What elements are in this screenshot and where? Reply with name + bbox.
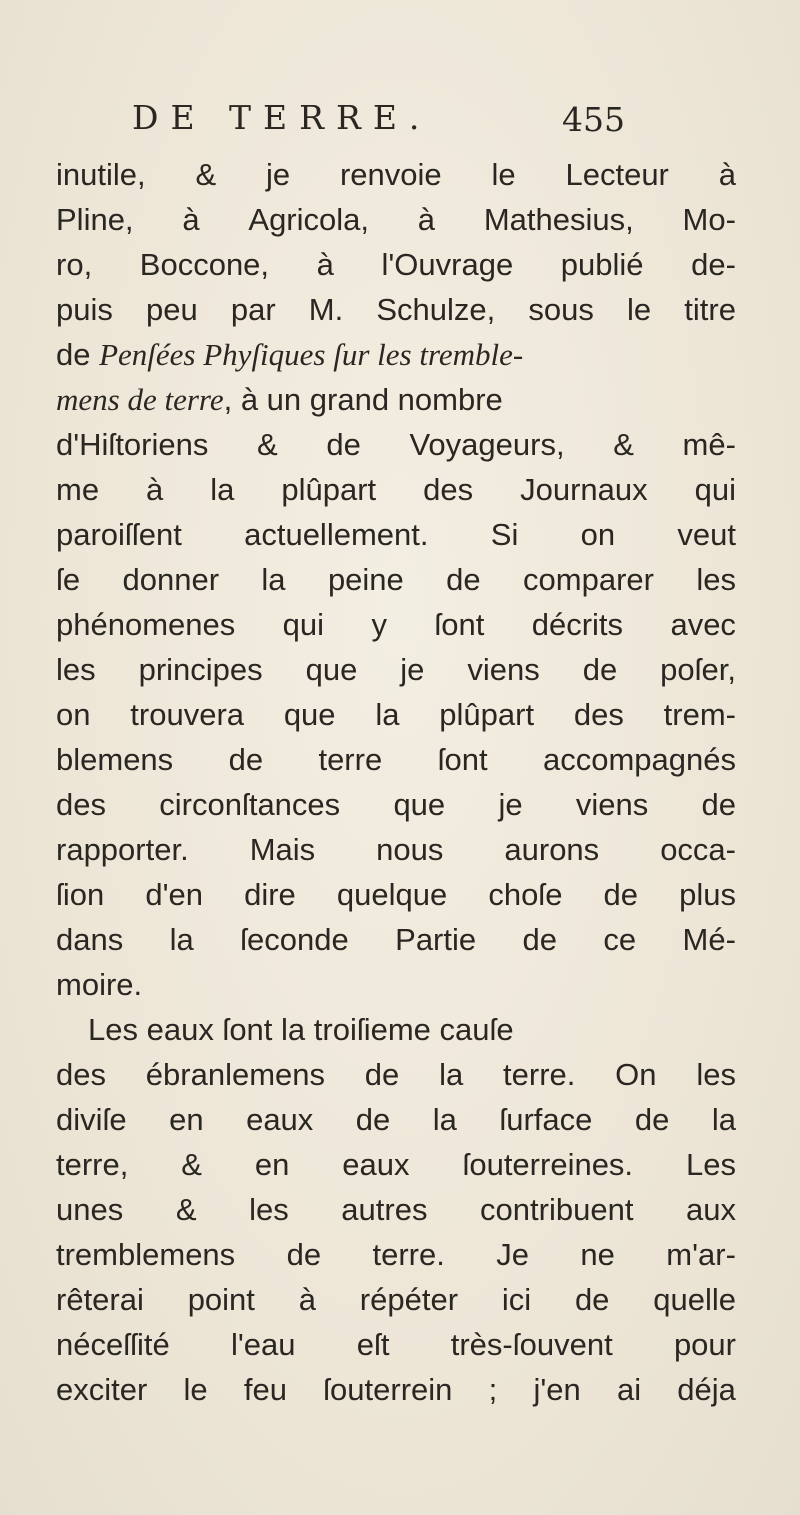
word: quelle <box>653 1282 736 1317</box>
word: feu <box>243 1372 287 1407</box>
word: d'Hiſtoriens <box>56 427 209 462</box>
word: à <box>417 202 436 237</box>
text-line <box>56 917 736 962</box>
word: ; <box>488 1372 498 1407</box>
word: terre. <box>503 1057 576 1092</box>
word: veut <box>677 517 736 552</box>
word: ſouterreines. <box>462 1147 634 1182</box>
word: aux <box>686 1192 736 1227</box>
text-line <box>56 557 736 602</box>
word: m'ar- <box>666 1237 736 1272</box>
word: de <box>701 787 736 822</box>
word: accompagnés <box>542 742 736 777</box>
word: viens <box>467 652 540 687</box>
word: à <box>718 157 736 192</box>
word: Mo- <box>682 202 736 237</box>
word: ſont <box>437 742 488 777</box>
word: de <box>574 1282 610 1317</box>
page-header <box>0 98 800 144</box>
line-text-roman: de <box>56 337 100 372</box>
word: donner <box>122 562 220 597</box>
text-line <box>56 692 736 737</box>
word: viens <box>575 787 649 822</box>
word: trem- <box>663 697 736 732</box>
word: de <box>228 742 264 777</box>
line-text-roman: , à un grand nombre <box>223 382 503 417</box>
word: On <box>615 1057 657 1092</box>
text-line <box>56 1052 736 1097</box>
word: ſion <box>56 877 105 912</box>
word: le <box>491 157 516 192</box>
word: Je <box>496 1237 529 1272</box>
word: de <box>446 562 481 597</box>
word: on <box>56 697 91 732</box>
word: y <box>371 607 387 642</box>
word: les <box>249 1192 289 1227</box>
word: tremblemens <box>56 1237 236 1272</box>
line-text: Les eaux ſont la troiſieme cauſe <box>88 1012 514 1047</box>
word: d'en <box>145 877 203 912</box>
word: le <box>183 1372 208 1407</box>
word: très-ſouvent <box>450 1327 613 1362</box>
word: par <box>230 292 276 327</box>
text-line <box>56 1277 736 1322</box>
text-line <box>56 467 736 512</box>
word: qui <box>694 472 736 507</box>
word: terre <box>318 742 383 777</box>
word: ici <box>501 1282 532 1317</box>
word: avec <box>670 607 736 642</box>
word: des <box>56 1057 106 1092</box>
text-line <box>56 287 736 332</box>
line-text <box>56 332 523 377</box>
line-text-italic: Penſées Phyſiques ſur les tremble- <box>99 337 524 372</box>
word: ne <box>580 1237 615 1272</box>
word: rêterai <box>56 1282 144 1317</box>
text-line <box>56 1232 736 1277</box>
word: les <box>696 1057 736 1092</box>
word: à <box>316 247 334 282</box>
text-line <box>56 602 736 647</box>
text-line <box>56 1142 736 1187</box>
word: rapporter. <box>56 832 189 867</box>
text-line <box>56 962 736 1007</box>
word: contribuent <box>480 1192 634 1227</box>
word: en <box>254 1147 290 1182</box>
word: des <box>56 787 106 822</box>
word: à <box>182 202 200 237</box>
word: quelque <box>336 877 448 912</box>
word: la <box>439 1057 464 1092</box>
word: Boccone, <box>139 247 270 282</box>
word: ſe <box>56 562 81 597</box>
text-line <box>56 512 736 557</box>
word: peu <box>146 292 198 327</box>
word: & <box>257 427 278 462</box>
word: ſont <box>434 607 485 642</box>
word: je <box>498 787 523 822</box>
word: de <box>522 922 557 957</box>
text-line <box>56 872 736 917</box>
word: point <box>187 1282 255 1317</box>
text-line <box>56 422 736 467</box>
word: des <box>573 697 624 732</box>
text-line <box>56 197 736 242</box>
word: Pline, <box>56 202 134 237</box>
word: décrits <box>531 607 624 642</box>
text-line <box>56 737 736 782</box>
text-line <box>56 242 736 287</box>
word: à <box>146 472 164 507</box>
word: ſurface <box>499 1102 593 1137</box>
word: les <box>56 652 96 687</box>
word: que <box>283 697 336 732</box>
word: l'Ouvrage <box>381 247 514 282</box>
word: déja <box>677 1372 736 1407</box>
word: eaux <box>342 1147 410 1182</box>
word: mê- <box>682 427 736 462</box>
word: & <box>181 1147 202 1182</box>
text-line <box>56 647 736 692</box>
word: à <box>298 1282 316 1317</box>
text-line <box>56 1007 736 1052</box>
word: on <box>580 517 616 552</box>
line-text <box>56 377 503 422</box>
body-text <box>56 152 736 1412</box>
word: la <box>169 922 194 957</box>
word: j'en <box>533 1372 581 1407</box>
word: de- <box>691 247 736 282</box>
word: pour <box>673 1327 736 1362</box>
page-number: 455 <box>562 100 625 139</box>
word: qui <box>282 607 325 642</box>
word: occa- <box>660 832 736 867</box>
word: je <box>265 157 291 192</box>
word: peine <box>327 562 404 597</box>
word: les <box>696 562 736 597</box>
word: des <box>423 472 474 507</box>
word: & <box>195 157 217 192</box>
word: exciter <box>56 1372 148 1407</box>
text-line <box>56 1367 736 1412</box>
word: paroiſſent <box>56 517 182 552</box>
word: ſeconde <box>240 922 349 957</box>
word: ai <box>616 1372 642 1407</box>
word: ce <box>603 922 637 957</box>
text-line <box>56 1187 736 1232</box>
word: Schulze, <box>376 292 496 327</box>
word: la <box>711 1102 736 1137</box>
word: aurons <box>504 832 600 867</box>
word: terre, <box>56 1147 129 1182</box>
text-line <box>56 152 736 197</box>
word: titre <box>684 292 736 327</box>
text-line <box>56 827 736 872</box>
word: ro, <box>56 247 93 282</box>
word: de <box>582 652 618 687</box>
word: plûpart <box>439 697 535 732</box>
word: sous <box>528 292 594 327</box>
text-line <box>56 332 736 377</box>
word: de <box>355 1102 391 1137</box>
word: de <box>634 1102 670 1137</box>
word: puis <box>56 292 113 327</box>
word: néceſſité <box>56 1327 170 1362</box>
word: répéter <box>359 1282 459 1317</box>
word: plus <box>679 877 736 912</box>
word: que <box>305 652 358 687</box>
word: nous <box>376 832 444 867</box>
line-text: moire. <box>56 967 143 1002</box>
word: me <box>56 472 100 507</box>
running-head: DE TERRE. <box>132 98 432 137</box>
word: circonſtances <box>159 787 341 822</box>
word: le <box>627 292 652 327</box>
word: autres <box>341 1192 428 1227</box>
word: trouvera <box>130 697 245 732</box>
word: dire <box>244 877 296 912</box>
word: renvoie <box>339 157 442 192</box>
word: publié <box>560 247 644 282</box>
word: Mé- <box>682 922 736 957</box>
word: l'eau <box>230 1327 296 1362</box>
word: actuellement. <box>244 517 429 552</box>
word: dans <box>56 922 124 957</box>
word: inutile, <box>56 157 146 192</box>
word: comparer <box>523 562 654 597</box>
word: diviſe <box>56 1102 127 1137</box>
word: unes <box>56 1192 124 1227</box>
word: M. <box>308 292 344 327</box>
word: que <box>393 787 446 822</box>
word: eſt <box>356 1327 390 1362</box>
word: Si <box>490 517 519 552</box>
word: Lecteur <box>565 157 669 192</box>
word: de <box>326 427 361 462</box>
word: Journaux <box>520 472 648 507</box>
word: la <box>375 697 400 732</box>
word: phénomenes <box>56 607 236 642</box>
word: je <box>400 652 425 687</box>
word: ébranlemens <box>145 1057 325 1092</box>
word: la <box>432 1102 457 1137</box>
word: choſe <box>488 877 563 912</box>
word: Mais <box>249 832 316 867</box>
word: ſouterrein <box>323 1372 453 1407</box>
text-line <box>56 782 736 827</box>
word: eaux <box>246 1102 314 1137</box>
word: poſer, <box>660 652 736 687</box>
word: Voyageurs, <box>409 427 565 462</box>
word: terre. <box>372 1237 445 1272</box>
line-text-italic: mens de terre <box>56 382 224 417</box>
text-line <box>56 377 736 422</box>
word: & <box>175 1192 197 1227</box>
word: Partie <box>395 922 477 957</box>
word: Agricola, <box>248 202 369 237</box>
word: Les <box>685 1147 736 1182</box>
word: Mathesius, <box>483 202 634 237</box>
word: de <box>364 1057 400 1092</box>
word: la <box>210 472 235 507</box>
word: la <box>261 562 286 597</box>
word: principes <box>138 652 263 687</box>
word: en <box>169 1102 204 1137</box>
word: & <box>613 427 634 462</box>
word: de <box>603 877 639 912</box>
word: plûpart <box>281 472 377 507</box>
text-line <box>56 1322 736 1367</box>
word: blemens <box>56 742 174 777</box>
text-line <box>56 1097 736 1142</box>
word: de <box>286 1237 322 1272</box>
